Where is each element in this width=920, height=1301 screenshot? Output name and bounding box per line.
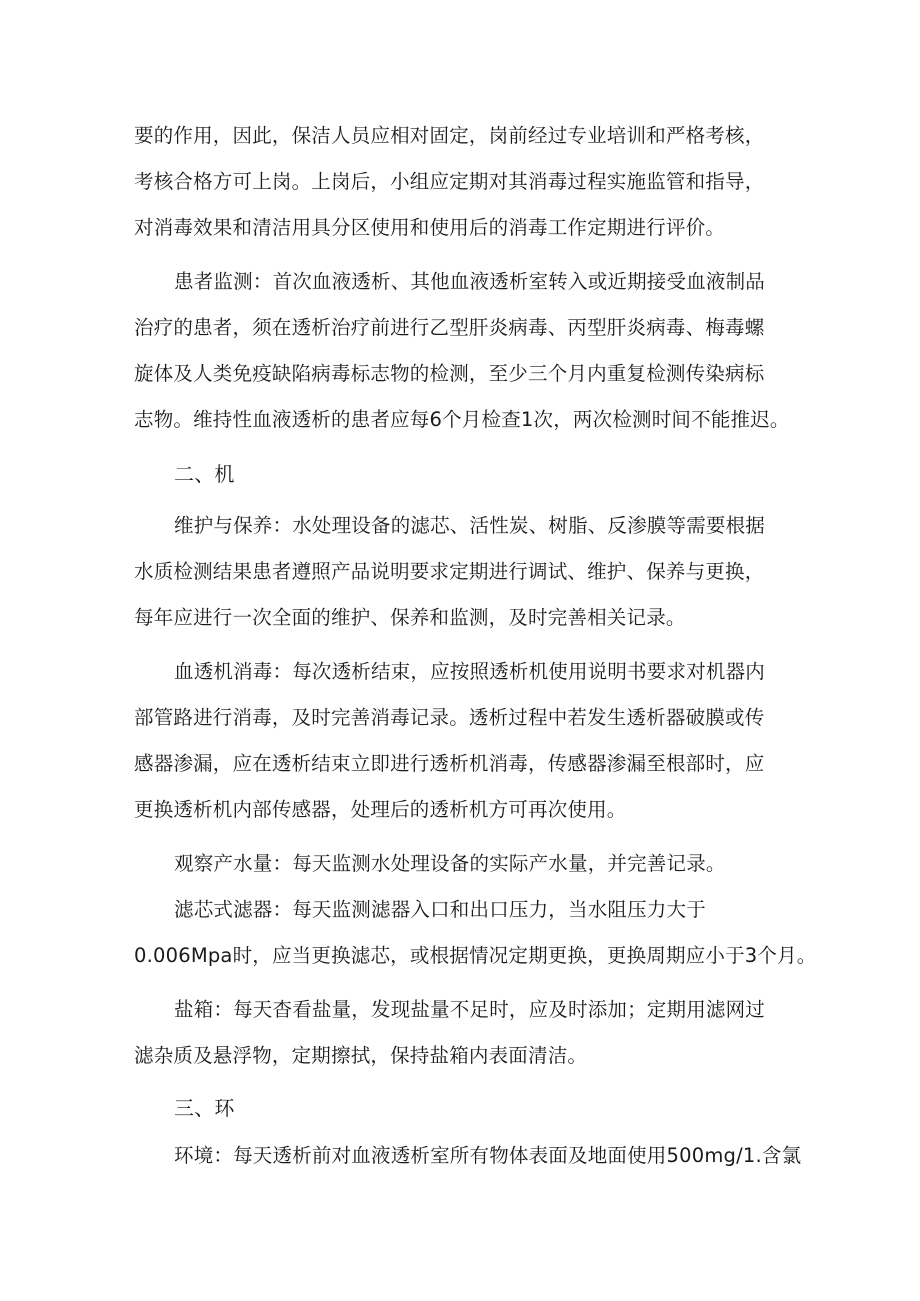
section-heading-environment: 三、环 <box>174 1096 235 1120</box>
paragraph-start-maintenance: 维护与保养：水处理设备的滤芯、活性炭、树脂、反渗膜等需要根据 <box>174 514 766 537</box>
text-line: 考核合格方可上岗。上岗后，小组应定期对其消毒过程实施监管和指导， <box>134 170 765 193</box>
paragraph-start-dialysis-machine-disinfection: 血透机消毒：每次透析结束，应按照透析机使用说明书要求对机器内 <box>174 660 766 683</box>
paragraph-start-patient-monitoring: 患者监测：首次血液透析、其他血液透析室转入或近期接受血液制品 <box>174 270 766 293</box>
text-line: 治疗的患者，须在透析治疗前进行乙型肝炎病毒、丙型肝炎病毒、梅毒螺 <box>134 316 765 339</box>
paragraph-start-water-output: 观察产水量：每天监测水处理设备的实际产水量，并完善记录。 <box>174 852 726 875</box>
text-line: 0.006Mpa时，应当更换滤芯，或根据情况定期更换，更换周期应小于3个月。 <box>134 944 817 967</box>
text-line: 要的作用，因此，保洁人员应相对固定，岗前经过专业培训和严格考核， <box>134 124 765 147</box>
text-line: 更换透析机内部传感器，处理后的透析机方可再次使用。 <box>134 798 627 821</box>
paragraph-start-filter-cartridge: 滤芯式滤器：每天监测滤器入口和出口压力，当水阻压力大于 <box>174 898 706 921</box>
section-heading-machine: 二、机 <box>174 462 235 486</box>
text-line: 旋体及人类免疫缺陷病毒标志物的检测，至少三个月内重复检测传染病标 <box>134 362 765 385</box>
paragraph-start-salt-tank: 盐箱：每天杳看盐量，发现盐量不足时，应及时添加；定期用滤网过 <box>174 998 766 1021</box>
text-line: 水质检测结果患者遵照产品说明要求定期进行调试、维护、保养与更换， <box>134 560 765 583</box>
text-line: 每年应进行一次全面的维护、保养和监测，及时完善相关记录。 <box>134 606 686 629</box>
paragraph-start-environment: 环境：每天透析前对血液透析室所有物体表面及地面使用500mg/1.含氯 <box>174 1144 802 1167</box>
text-line: 滤杂质及悬浮物，定期擦拭，保持盐箱内表面清洁。 <box>134 1044 588 1067</box>
text-line: 对消毒效果和清洁用具分区使用和使用后的消毒工作定期进行评价。 <box>134 216 726 239</box>
text-line: 感器渗漏，应在透析结束立即进行透析机消毒，传感器渗漏至根部时，应 <box>134 752 765 775</box>
text-line: 志物。维持性血液透析的患者应每6个月检查1次，两次检测时间不能推迟。 <box>134 408 790 431</box>
text-line: 部管路进行消毒，及时完善消毒记录。透析过程中若发生透析器破膜或传 <box>134 706 765 729</box>
